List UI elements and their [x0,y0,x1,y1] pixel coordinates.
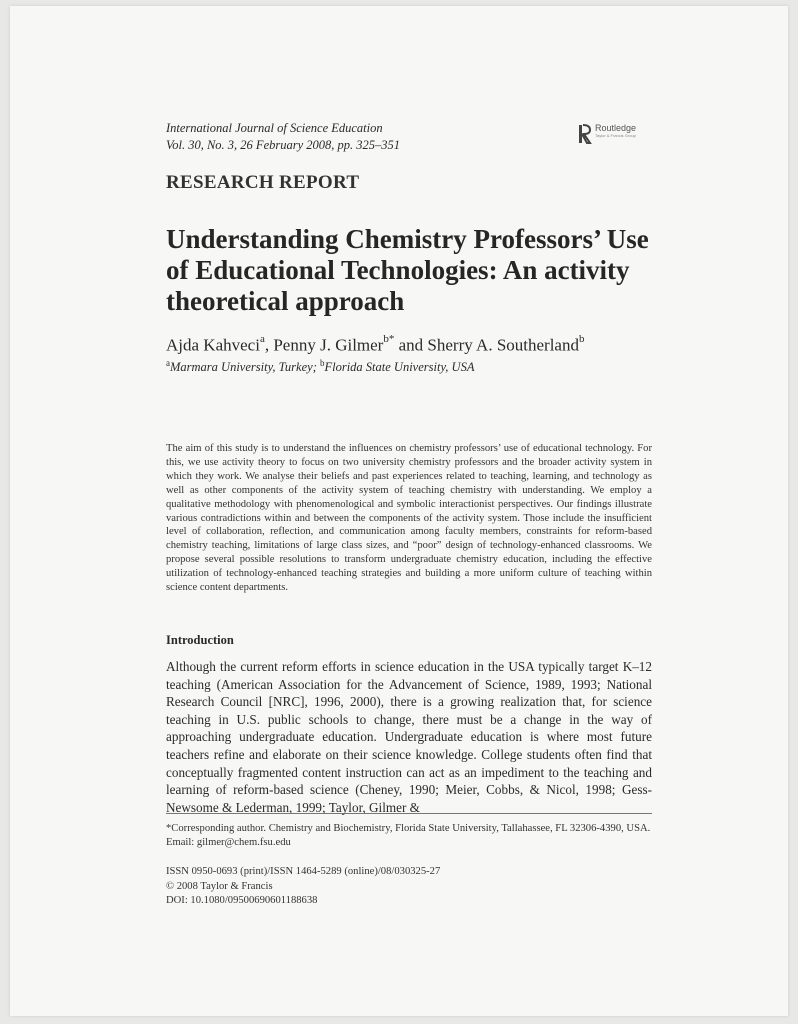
journal-page [10,6,788,1016]
article-title: Understanding Chemistry Professors’ Use of Educational Technologies: An activity theoretical approach [166,224,649,316]
affiliation-text: Florida State University, USA [324,360,475,375]
publisher-name: Routledge [595,123,637,133]
issn: ISSN 0950-0693 (print)/ISSN 1464-5289 (online)/08/030325-27 [166,866,441,877]
section-heading-introduction: Introduction [166,633,234,647]
author-separator: , [264,335,274,355]
journal-name: International Journal of Science Education [166,121,383,135]
journal-volume: Vol. 30, No. 3, 26 February 2008, pp. 325–351 [166,138,401,152]
routledge-logo-icon [578,123,592,145]
article-type: RESEARCH REPORT [166,172,360,193]
author-list [166,335,584,356]
affiliation-mark: b [319,358,325,368]
publisher-logo [578,123,636,145]
author-affiliation-mark: b [578,333,585,345]
abstract: The aim of this study is to understand the influences on chemistry professors’ use of educational technology. For this, we use activity theory to focus on two university chemistry professors and the broader activity system in which they work. We analyse their beliefs and past experiences related to teaching, learning, and technology as well as other components of the activity system of teaching chemistry with understanding. We employ a qualitative methodology with phenomenological and symbolic interactionist perspectives. Our findings illustrate various contradictions within and between the components of the activity system. Those include the insufficient level of collaboration, reflection, and communication among faculty members, constraints for reform-based chemistry teaching, limitations of large class sizes, and “poor” design of technology-enhanced classrooms. We propose several possible resolutions to transform undergraduate chemistry education, including the effective utilization of technology-enhanced teaching strategies and building a more uniform culture of teaching within science content departments. [166,443,652,594]
author-affiliation-mark: a [259,333,265,345]
introduction-paragraph: Although the current reform efforts in science education in the USA typically target K–12 teaching (American Association for the Advancement of Science, 1989, 1993; National Research Council [NRC], 1996, 2000), there is a growing realization that, for science teaching in U.S. public schools to change, there must be a change in the way of approaching undergraduate education. Undergraduate education is where most future teachers refine and elaborate on their science knowledge. College students often find that conceptually fragmented content instruction can act as an impediment to the teaching and learning of reform-based science (Cheney, 1990; Meier, Cobbs, & Nicol, 1998; Gess-Newsome & Lederman, 1999; Taylor, Gilmer & [166,659,652,815]
author-name: Sherry A. Southerland [427,335,579,355]
journal-citation [166,120,400,154]
copyright: © 2008 Taylor & Francis [166,880,273,892]
footnote-divider [166,813,652,814]
affiliations [166,358,474,375]
doi: DOI: 10.1080/09500690601188638 [166,895,318,907]
affiliation-mark: a [166,358,170,368]
corresponding-author-footnote: *Corresponding author. Chemistry and Biochemistry, Florida State University, Tallahassee, FL 32306-4390, USA. Email: gilmer@chem.fsu.edu [166,823,651,848]
publisher-group: Taylor & Francis Group [595,133,636,138]
publication-info [166,865,440,909]
affiliation-text: Marmara University, Turkey; [170,360,320,375]
author-name: Penny J. Gilmer [273,335,384,355]
author-name: Ajda Kahveci [166,335,260,355]
author-affiliation-mark: b* [383,333,395,345]
author-separator: and [394,335,428,355]
